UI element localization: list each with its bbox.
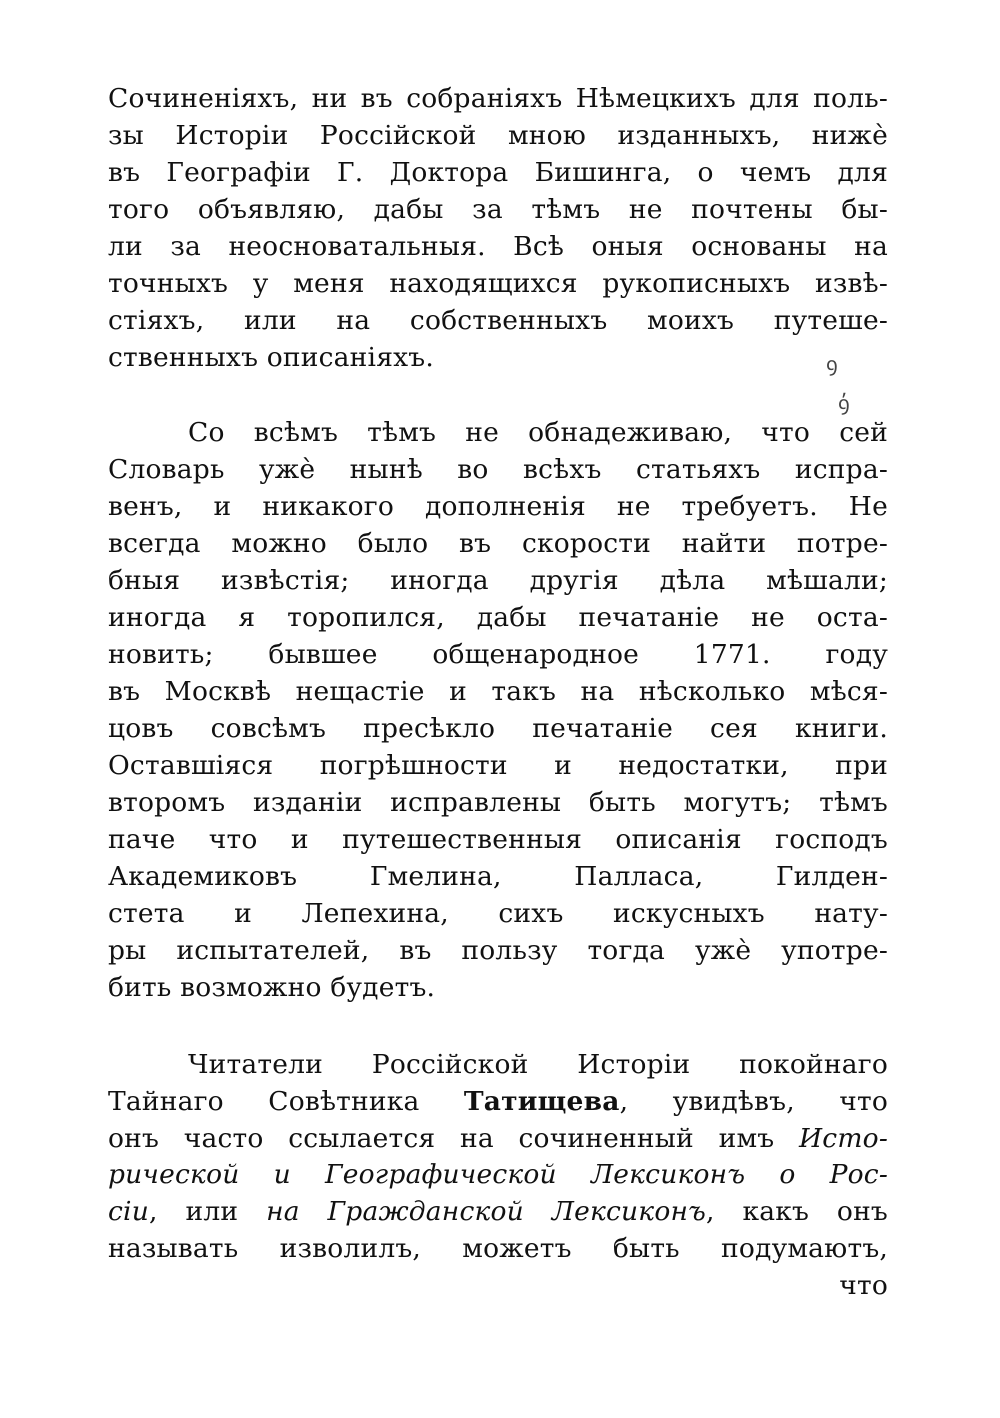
text-line: зы Исторіи Россійской мною изданныхъ, нижѐ (108, 120, 888, 151)
text-line: Со всѣмъ тѣмъ не обнадеживаю, что сей (188, 417, 888, 448)
text-line: бить возможно будетъ. (108, 972, 436, 1003)
text-run: , какъ онъ (706, 1196, 888, 1228)
paragraph-1 (108, 80, 888, 376)
text-line (108, 1194, 888, 1231)
text-line: ственныхъ описаніяхъ. (108, 342, 434, 373)
text-line: въ Москвѣ нещастіе и такъ на нѣсколько мѣся- (108, 676, 888, 707)
text-line: венъ, и никакого дополненія не требуетъ. Не (108, 491, 888, 522)
text-run: , увидѣвъ, что (619, 1085, 888, 1117)
book-title-italic: сіи (108, 1196, 149, 1228)
book-title-italic: рической и Географической Лексиконъ о Рос- (108, 1159, 888, 1191)
text-line: всегда можно было въ скорости найти потре- (108, 528, 888, 559)
text-line: Академиковъ Гмелина, Палласа, Гилден- (108, 861, 888, 892)
margin-mark: ꝯ̓ (838, 391, 850, 415)
text-line (108, 1084, 888, 1121)
text-run: , или (148, 1196, 267, 1228)
book-title-italic: на Гражданской Лексиконъ (266, 1196, 707, 1228)
text-line: Сочиненіяхъ, ни въ собраніяхъ Нѣмецкихъ для поль- (108, 83, 888, 114)
paragraph-3 (108, 1047, 888, 1305)
text-line: стета и Лепехина, сихъ искусныхъ нату- (108, 898, 888, 929)
text-line (108, 1121, 888, 1158)
text-line: бныя извѣстія; иногда другія дѣла мѣшали; (108, 565, 888, 596)
paragraph-2 (108, 414, 888, 1006)
book-title-italic: Исто- (799, 1122, 888, 1154)
text-line (108, 1157, 888, 1194)
text-line: ры испытателей, въ пользу тогда ужѐ употре- (108, 935, 888, 966)
text-line: называть изволилъ, можетъ быть подумаютъ, (108, 1232, 888, 1264)
text-line: паче что и путешественныя описанія господъ (108, 824, 888, 855)
catchword: что (839, 1269, 888, 1301)
text-line: ли за неосноватальныя. Всѣ оныя основаны на (108, 231, 888, 262)
text-run: Тайнаго Совѣтника (108, 1085, 464, 1117)
text-line: новить; бывшее общенародное 1771. году (108, 639, 888, 670)
text-line: второмъ изданіи исправлены быть могутъ; тѣмъ (108, 787, 888, 818)
text-line: того объявляю, дабы за тѣмъ не почтены бы- (108, 194, 888, 225)
text-line: стіяхъ, или на собственныхъ моихъ путеше- (108, 305, 888, 336)
text-line: Словарь ужѐ нынѣ во всѣхъ статьяхъ испра- (108, 454, 888, 485)
text-run: онъ часто ссылается на сочиненный имъ (108, 1122, 799, 1154)
margin-mark: ꝯ (826, 352, 838, 376)
text-line: иногда я торопился, дабы печатаніе не оста- (108, 602, 888, 633)
text-line: цовъ совсѣмъ пресѣкло печатаніе сея книги. (108, 713, 888, 744)
text-line: въ Географіи Г. Доктора Бишинга, о чемъ для (108, 157, 888, 188)
text-line: Оставшіяся погрѣшности и недостатки, при (108, 750, 888, 781)
text-line: Читатели Россійской Исторіи покойнаго (188, 1049, 888, 1080)
author-name: Татищева (463, 1085, 620, 1117)
text-line: точныхъ у меня находящихся рукописныхъ извѣ- (108, 268, 888, 299)
